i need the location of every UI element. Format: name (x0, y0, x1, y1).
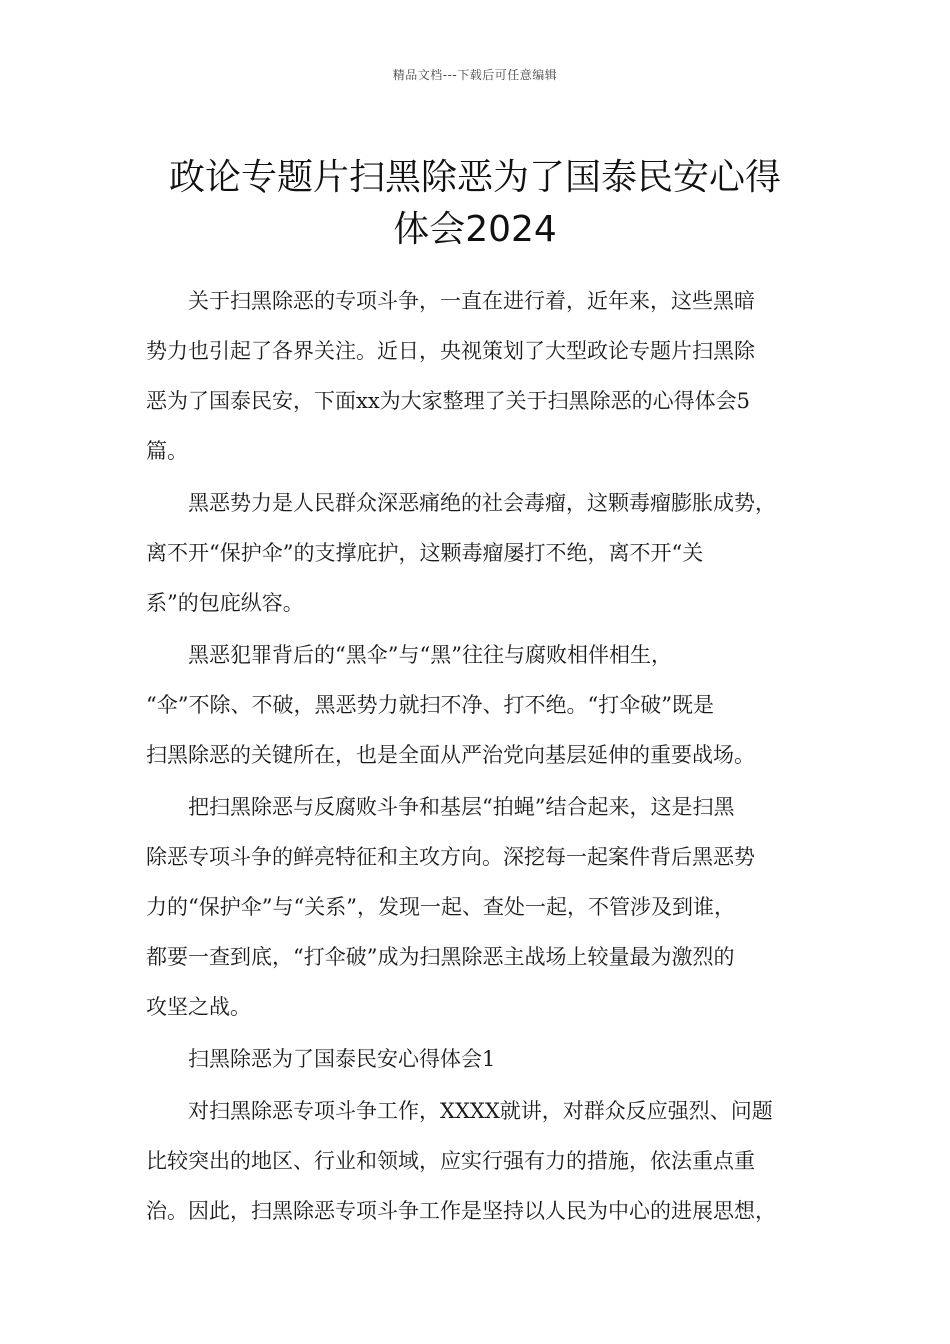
text-line: 黑恶势力是人民群众深恶痛绝的社会毒瘤，这颗毒瘤膨胀成势， (188, 491, 776, 515)
document-body (146, 276, 822, 1238)
text-line: 对扫黑除恶专项斗争工作，XXXX就讲，对群众反应强烈、问题 (188, 1099, 773, 1123)
paragraph-intro (146, 276, 822, 476)
title-line-1: 政论专题片扫黑除恶为了国泰民安心得 (168, 157, 781, 199)
text-line: 篇。 (146, 439, 188, 463)
text-line: 扫黑除恶为了国泰民安心得体会1 (188, 1047, 496, 1071)
document-title (100, 152, 850, 256)
text-line: 黑恶犯罪背后的“黑伞”与“黑”往往与腐败相伴相生， (188, 643, 672, 667)
paragraph-2 (146, 478, 822, 628)
title-line-2: 体会2024 (393, 209, 557, 251)
text-line: 恶为了国泰民安，下面xx为大家整理了关于扫黑除恶的心得体会5 (146, 389, 751, 413)
paragraph-4 (146, 782, 822, 1032)
text-line: 力的“保护伞”与“关系”，发现一起、查处一起，不管涉及到谁， (146, 895, 735, 919)
text-line: 势力也引起了各界关注。近日，央视策划了大型政论专题片扫黑除 (146, 339, 755, 363)
text-line: “伞”不除、不破，黑恶势力就扫不净、打不绝。“打伞破”既是 (146, 693, 714, 717)
text-line: 关于扫黑除恶的专项斗争，一直在进行着，近年来，这些黑暗 (188, 289, 755, 313)
text-line: 把扫黑除恶与反腐败斗争和基层“拍蝇”结合起来，这是扫黑 (188, 795, 735, 819)
text-line: 除恶专项斗争的鲜亮特征和主攻方向。深挖每一起案件背后黑恶势 (146, 845, 755, 869)
section-heading (146, 1034, 822, 1084)
text-line: 离不开“保护伞”的支撑庇护，这颗毒瘤屡打不绝，离不开“关 (146, 541, 704, 565)
text-line: 比较突出的地区、行业和领域，应实行强有力的措施，依法重点重 (146, 1149, 755, 1173)
text-line: 都要一查到底，“打伞破”成为扫黑除恶主战场上较量最为激烈的 (146, 945, 735, 969)
text-line: 系”的包庇纵容。 (146, 591, 304, 615)
text-line: 治。因此，扫黑除恶专项斗争工作是坚持以人民为中心的进展思想， (146, 1199, 776, 1223)
paragraph-6 (146, 1086, 822, 1236)
header-note: 精品文档---下载后可任意编辑 (392, 68, 558, 82)
paragraph-3 (146, 630, 822, 780)
text-line: 扫黑除恶的关键所在，也是全面从严治党向基层延伸的重要战场。 (146, 743, 755, 767)
text-line: 攻坚之战。 (146, 995, 251, 1019)
